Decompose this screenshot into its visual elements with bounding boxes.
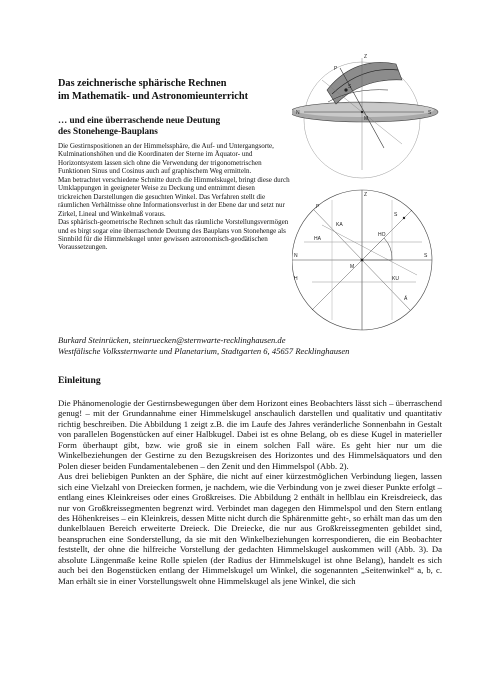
sphere-illustration-top [292,54,438,178]
subtitle-line-1: … und eine überraschende neue Deutung [58,115,221,125]
abstract-paragraph: Das sphärisch-geometrische Rechnen schult das räumliche Vorstellungsvermögen und es birgt sogar eine überraschende Deutung des Bauplans von Stonehenge als Sinnbild für die Himmelskugel unter gewissen astronomisch-geodätischen Voraussetzungen. [58,218,289,252]
label-star-lower: S [394,212,398,218]
label-ho: HO [378,232,386,238]
label-ka: KA [336,222,343,228]
abstract-paragraph: Die Gestirnspositionen an der Himmelssphäre, die Auf- und Untergangsorte, Kulminationshöhen und die Koordinaten der Sterne im Äquator- und Horizontsystem lassen sich ohne die Verwendung der trigonometrischen Funktionen Sinus und Cosinus auch auf graphischem Weg ermitteln. [58,142,274,176]
author-block [58,335,438,357]
label-center-lower: M [350,264,355,270]
abstract-paragraph: Man betrachtet verschiedene Schnitte durch die Himmelskugel, bringt diese durch Umklappungen in geeigneter Weise zu Deckung und entnimmt diesen trickreichen Darstellungen die gesuchten Winkel. Das Verfahren stellt die räumlichen Verhältnisse ohne Informationsverlust in der Ebene dar und setzt nur Zirkel, Lineal und Winkelmaß voraus. [58,175,290,218]
subtitle-line-2: des Stonehenge-Bauplans [58,126,158,136]
body-text [58,398,442,586]
label-pole-lower: P [316,204,320,210]
label-south-lower: S [424,253,428,259]
body-paragraph: Die Phänomenologie der Gestirnsbewegungen über dem Horizont eines Beobachters lässt sich – überraschend genug! – mit der Grundannahme einer Himmelskugel anschaulich darstellen und qualitativ und quantitativ richtig beschreiben. Die Abbildung 1 zeigt z.B. die im Laufe des Jahres veränderliche Sonnenbahn in Gestalt von parallelen Bogenstücken auf einer Halbkugel. Dabei ist es ohne Belang, ob es diese Kugel in materieller Form überhaupt gibt, bzw. wie groß sie in einem solchen Fall wäre. Es geht hier nur um die Winkelbeziehungen der Gestirne zu den Bezugskreisen des Horizontes und des Himmelsäquators und den Polen dieser beiden Fundamentalebenen – den Zenit und den Himmelspol (Abb. 2). [58,398,442,471]
author-affiliation: Westfälische Volkssternwarte und Planetarium, Stadtgarten 6, 45657 Recklinghausen [58,346,350,356]
label-center: M [364,116,369,122]
author-contact: Burkard Steinrücken, steinruecken@sternwarte-recklinghausen.de [58,335,286,345]
label-horizon: H [294,276,298,282]
paper-title [58,78,288,103]
abstract [58,142,290,252]
label-north-lower: N [294,253,298,259]
section-heading: Einleitung [58,375,101,386]
label-ku: KU [392,276,399,282]
label-ha: HA [314,236,321,242]
label-equator: Ä [404,296,408,302]
label-zenith-lower: Z [364,192,368,198]
paper-subtitle [58,115,288,137]
label-zenith: Z [364,54,368,60]
label-pole: P [334,66,338,72]
label-north: N [296,110,300,116]
label-star: S [348,84,352,90]
sphere-construction-drawing [292,190,432,330]
body-paragraph: Aus drei beliebigen Punkten an der Sphäre, die nicht auf einer kürzestmöglichen Verbindung liegen, lassen sich eine Vielzahl von Dreiecken formen, je nachdem, wie die Verbindung von je zwei dieser Punkte erfolgt – entlang eines Kleinkreises oder eines Großkreises. Die Abbildung 2 enthält in hellblau ein Kreisdreieck, das nur von Großkreissegmenten begrenzt wird. Verbindet man dagegen den Himmelspol und den Stern entlang des Höhenkreises – ein Kleinkreis, dessen Mitte nicht durch die Sphärenmitte geht-, so erhält man das um den dunkelblauen Bereich erweiterte Dreieck. Die Dreiecke, die nur aus Großkreissegmenten gebildet sind, beanspruchen eine Sonderstellung, da sie mit den Winkelbeziehungen korrespondieren, die ein Beobachter feststellt, der ohne die hilfreiche Vorstellung der gedachten Himmelskugel auskommen will (Abb. 3). Da absolute Längenmaße keine Rolle spielen (der Radius der Himmelskugel ist ohne Belang), handelt es sich auch bei den Bogenstücken entlang der Himmelskugel um Winkel, die sogenannten „Seitenwinkel“ a, b, c. Man erhält sie in einer Vorstellungswelt ohne Himmelskugel als jene Winkel, die sich [58,471,442,586]
title-line-2: im Mathematik- und Astronomieunterricht [58,90,249,102]
label-south: S [428,110,432,116]
title-line-1: Das zeichnerische sphärische Rechnen [58,78,227,89]
celestial-sphere-figure [292,50,447,340]
